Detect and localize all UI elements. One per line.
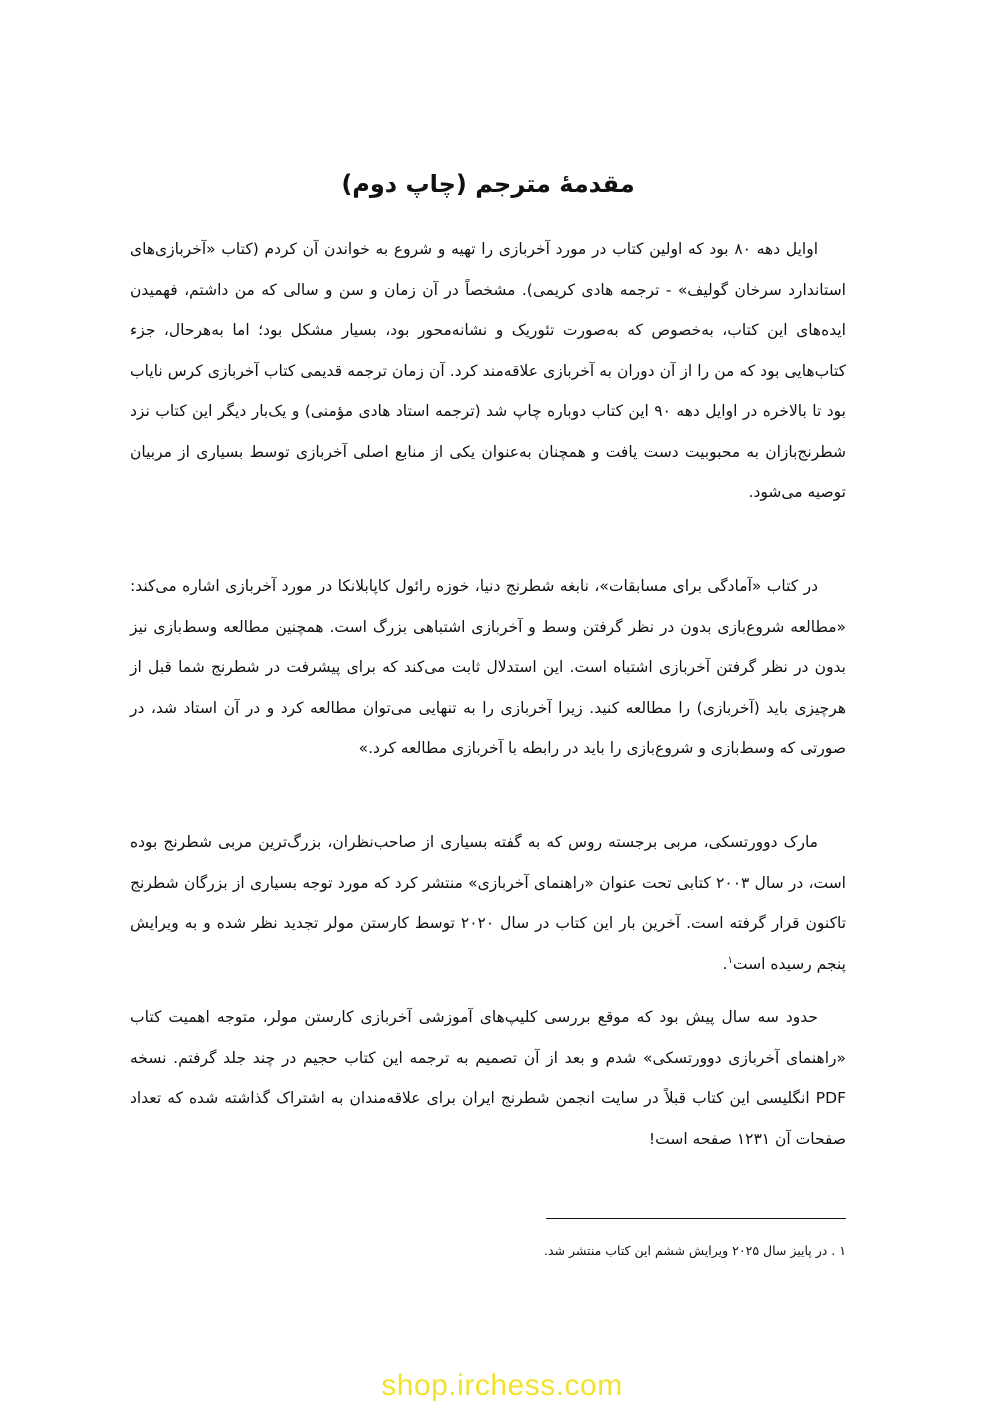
paragraph-2: در کتاب «آمادگی برای مسابقات»، نابغه شطرنج دنیا، خوزه رائول کاپابلانکا در مورد آخربازی اشاره می‌کند: «مطالعه شروع‌بازی بدون در نظر گرفتن وسط و آخربازی اشتباهی بزرگ است. همچنین مطالعه وسط‌بازی نیز بدون در نظر گرفتن آخربازی اشتباه است. این استدلال ثابت می‌کند که برای پیشرفت در شطرنج شما قبل از هرچیزی باید (آخربازی) را مطالعه کنید. زیرا آخربازی را به تنهایی می‌توان مطالعه کرد و در آن استاد شد، در صورتی که وسط‌بازی و شروع‌بازی را باید در رابطه با آخربازی مطالعه کرد.»: [130, 577, 846, 757]
paragraph-1: اوایل دهه ۸۰ بود که اولین کتاب در مورد آخربازی را تهیه و شروع به خواندن آن کردم (کتاب «آخربازی‌های استاندارد سرخان گولیف» - ترجمه هادی کریمی). مشخصاً در آن زمان و سن و سالی که من داشتم، فهمیدن ایده‌های این کتاب، به‌خصوص که به‌صورت تئوریک و نشانه‌محور بود، بسیار مشکل بود؛ اما به‌هرحال، جزء کتاب‌هایی بود که من را از آن دوران به آخربازی علاقه‌مند کرد. آن زمان ترجمه قدیمی کتاب آخربازی کرس نایاب بود تا بالاخره در اوایل دهه ۹۰ این کتاب دوباره چاپ شد (ترجمه استاد هادی مؤمنی) و یک‌بار دیگر این کتاب نزد شطرنج‌بازان به محبوبیت دست یافت و همچنان به‌عنوان یکی از منابع اصلی آخربازی توسط بسیاری از مربیان توصیه می‌شود.: [130, 240, 846, 501]
watermark-url: shop.irchess.com: [381, 1369, 623, 1402]
footnote: ۱ . در پاییز سال ۲۰۲۵ ویرایش ششم این کتاب منتشر شد.: [544, 1243, 846, 1258]
footnote-divider: [546, 1218, 846, 1219]
page-title: مقدمهٔ مترجم (چاپ دوم): [341, 170, 635, 198]
footnote-reference[interactable]: ۱: [727, 954, 733, 966]
paragraph-3-text: مارک دوورتسکی، مربی برجسته روس که به گفته بسیاری از صاحب‌نظران، بزرگ‌ترین مربی شطرنج بوده است، در سال ۲۰۰۳ کتابی تحت عنوان «راهنمای آخربازی» منتشر کرد که مورد توجه بسیاری از بزرگان شطرنج تاکنون قرار گرفته است. آخرین بار این کتاب در سال ۲۰۲۰ توسط کارستن مولر تجدید نظر شده و به ویرایش پنجم رسیده است: [130, 833, 847, 973]
paragraph-4: حدود سه سال پیش بود که موقع بررسی کلیپ‌های آموزشی آخربازی کارستن مولر، متوجه اهمیت کتاب «راهنمای آخربازی دوورتسکی» شدم و بعد از آن تصمیم به ترجمه این کتاب حجیم در چند جلد گرفتم. نسخه PDF انگلیسی این کتاب قبلاً در سایت انجمن شطرنج ایران برای علاقه‌مندان به اشتراک گذاشته شده که تعداد صفحات آن ۱۲۳۱ صفحه است!: [130, 1008, 846, 1148]
paragraph-3: [130, 822, 846, 984]
paragraph-3-end: .: [722, 954, 728, 973]
